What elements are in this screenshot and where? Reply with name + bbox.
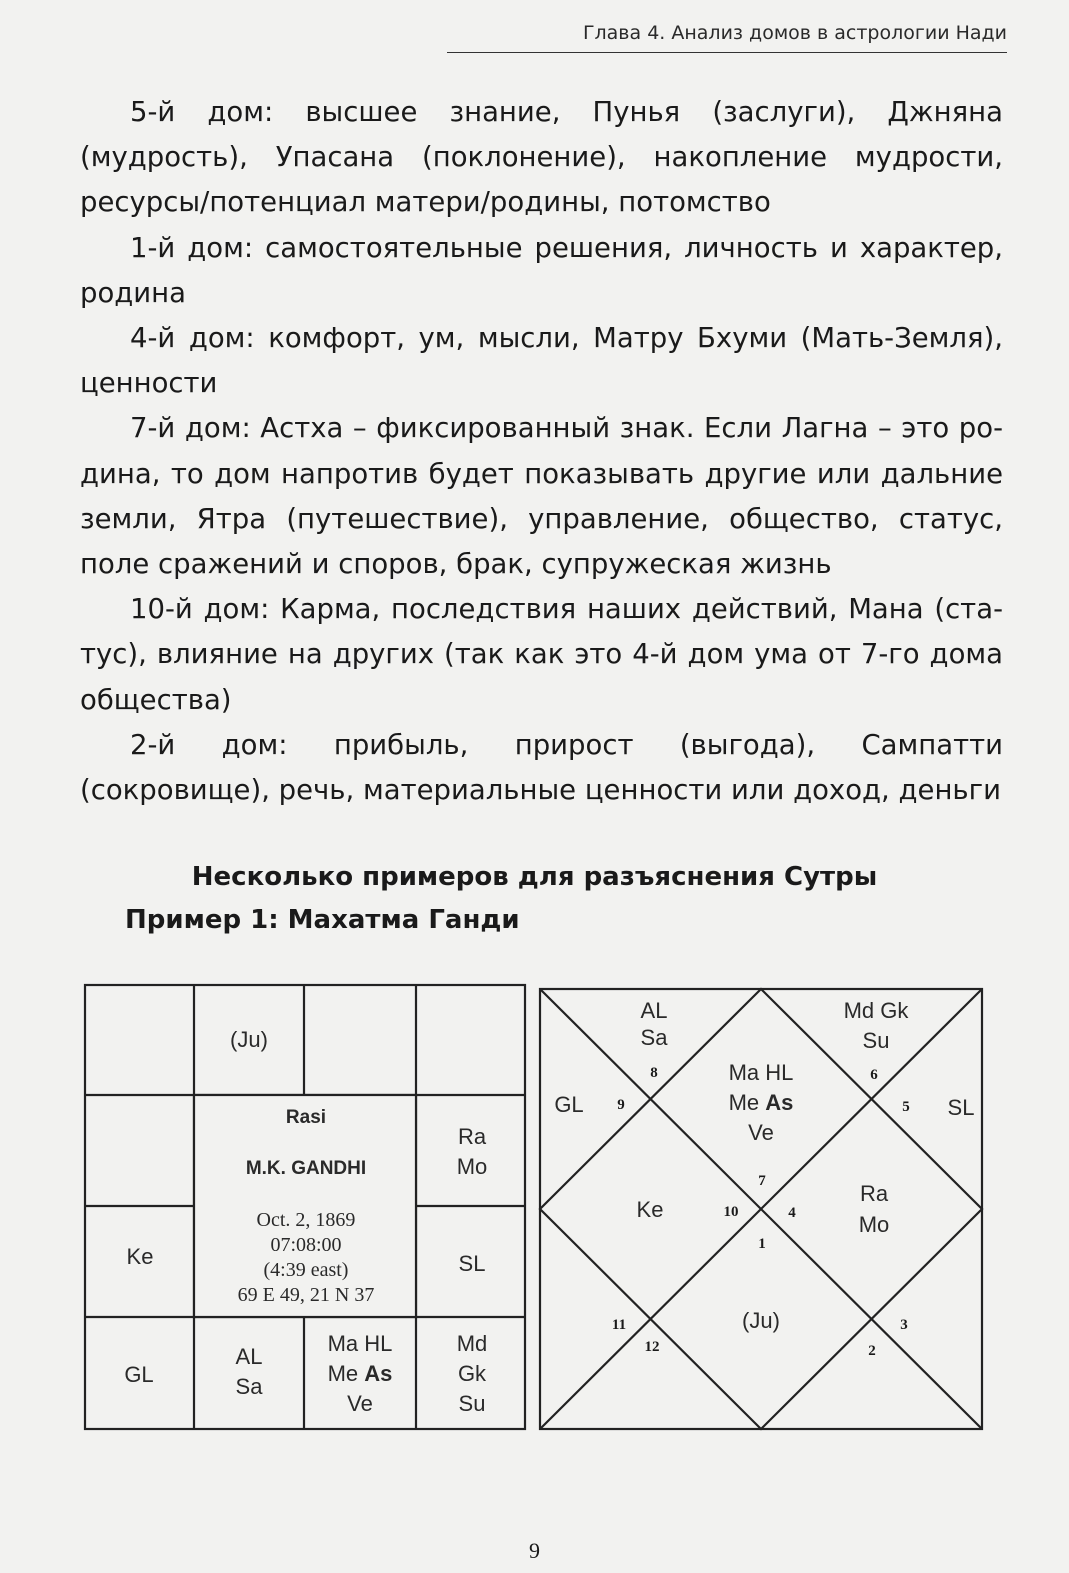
north-house-5: SL bbox=[947, 1095, 975, 1120]
south-cell-bottom-1: GL bbox=[124, 1362, 154, 1387]
north-house-8-line1: AL bbox=[640, 998, 668, 1023]
north-house-6-line1: Md Gk bbox=[843, 998, 909, 1023]
north-house-6-line2: Su bbox=[862, 1028, 890, 1053]
south-cell-top-2: (Ju) bbox=[230, 1027, 268, 1052]
body-text bbox=[80, 90, 1003, 813]
south-cell-bottom-2-line2: Sa bbox=[235, 1374, 263, 1399]
house-number-3: 3 bbox=[900, 1317, 908, 1333]
south-center-time: 07:08:00 bbox=[270, 1234, 342, 1256]
house-number-12: 12 bbox=[644, 1339, 660, 1355]
north-house-7-line3: Ve bbox=[748, 1120, 774, 1145]
south-cell-bottom-3-line1: Ma HL bbox=[327, 1331, 393, 1356]
south-cell-right-2: SL bbox=[458, 1251, 486, 1276]
north-house-7-line1: Ma HL bbox=[728, 1060, 794, 1085]
south-cell-right-1-line2: Mo bbox=[456, 1154, 488, 1179]
south-center-coords: 69 E 49, 21 N 37 bbox=[237, 1284, 375, 1306]
south-cell-right-1-line1: Ra bbox=[457, 1124, 487, 1149]
house-number-2: 2 bbox=[868, 1343, 876, 1359]
south-cell-left-2: Ke bbox=[126, 1244, 154, 1269]
house-number-1: 1 bbox=[758, 1236, 766, 1252]
paragraph-house-1: 1-й дом: самостоятельные решения, личность и характер, родина bbox=[80, 231, 1003, 309]
south-cell-bottom-3-line2: Me As bbox=[327, 1361, 393, 1386]
house-number-8: 8 bbox=[650, 1065, 658, 1081]
south-center-name: M.K. GANDHI bbox=[245, 1158, 367, 1179]
north-house-9: GL bbox=[554, 1092, 584, 1117]
south-cell-bottom-4-line3: Su bbox=[458, 1391, 486, 1416]
house-number-9: 9 bbox=[617, 1097, 625, 1113]
example-title: Пример 1: Махатма Ганди bbox=[125, 905, 520, 935]
north-house-4-line1: Ra bbox=[859, 1181, 889, 1206]
south-indian-chart bbox=[84, 984, 530, 1432]
section-title: Несколько примеров для разъяснения Сутры bbox=[191, 862, 878, 892]
south-center-date: Oct. 2, 1869 bbox=[256, 1209, 356, 1231]
house-number-11: 11 bbox=[611, 1317, 627, 1333]
north-house-4-line2: Mo bbox=[858, 1212, 890, 1237]
north-house-8-line2: Sa bbox=[640, 1025, 668, 1050]
south-cell-bottom-2-line1: AL bbox=[235, 1344, 263, 1369]
paragraph-house-10: 10-й дом: Карма, последствия наших действий, Мана (статус), влияние на других (так как это 4-й дом ума от 7-го дома общества) bbox=[80, 593, 1003, 716]
house-number-6: 6 bbox=[870, 1067, 878, 1083]
south-center-zone: (4:39 east) bbox=[263, 1259, 349, 1281]
page-number: 9 bbox=[529, 1538, 540, 1563]
house-number-7: 7 bbox=[758, 1173, 766, 1189]
north-house-1: (Ju) bbox=[742, 1308, 780, 1333]
paragraph-house-5: 5-й дом: высшее знание, Пунья (заслуги), Джняна (мудрость), Упасана (поклонение), накопление мудрости, ресурсы/потенциал матери/родины, потомство bbox=[80, 96, 1003, 219]
house-number-4: 4 bbox=[788, 1205, 796, 1221]
running-header: Глава 4. Анализ домов в астрологии Нади bbox=[447, 22, 1007, 53]
south-cell-bottom-3-line3: Ve bbox=[347, 1391, 373, 1416]
north-house-7-line2: Me As bbox=[728, 1090, 794, 1115]
house-number-5: 5 bbox=[902, 1099, 910, 1115]
house-number-10: 10 bbox=[723, 1204, 739, 1220]
paragraph-house-7: 7-й дом: Астха – фиксированный знак. Если Лагна – это родина, то дом напротив будет показывать другие или дальние земли, Ятра (путешествие), управление, общество, статус, поле сражений и споров, брак, супружеская жизнь bbox=[80, 412, 1003, 581]
south-cell-bottom-4-line2: Gk bbox=[457, 1361, 487, 1386]
south-cell-bottom-4-line1: Md bbox=[456, 1331, 488, 1356]
paragraph-house-4: 4-й дом: комфорт, ум, мысли, Матру Бхуми (Мать-Земля), ценности bbox=[80, 322, 1003, 400]
paragraph-house-2: 2-й дом: прибыль, прирост (выгода), Сампатти (сокровище), речь, материальные ценности или доход, деньги bbox=[80, 728, 1003, 807]
north-indian-chart bbox=[539, 988, 985, 1432]
south-center-label: Rasi bbox=[285, 1107, 327, 1128]
north-house-10: Ke bbox=[636, 1197, 664, 1222]
